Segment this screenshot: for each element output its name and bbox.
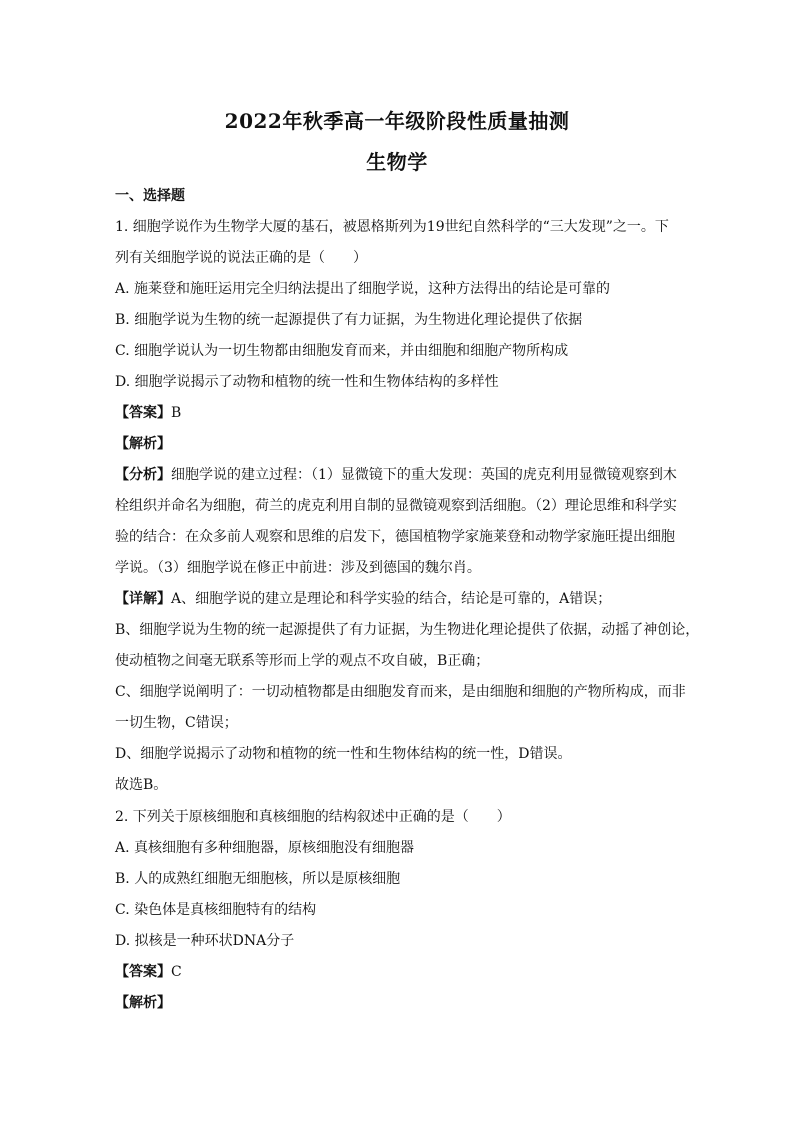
- answer-label: 【答案】: [115, 964, 171, 980]
- answer-label: 【答案】: [115, 405, 171, 421]
- q1-analysis-label: 【解析】: [115, 436, 171, 452]
- q1-xiangjie-line4: C、细胞学说阐明了：一切动植物都是由细胞发育而来，是由细胞和细胞的产物所构成，而非: [115, 684, 686, 700]
- q1-xiangjie-line1: [115, 590, 685, 608]
- q1-stem-line2: 列有关细胞学说的说法正确的是（ ）: [115, 250, 367, 266]
- q1-option-d: D. 细胞学说揭示了动物和植物的统一性和生物体结构的多样性: [115, 374, 499, 390]
- q1-fenxi-line2: 栓组织并命名为细胞，荷兰的虎克利用自制的显微镜观察到活细胞。（2）理论思维和科学实: [115, 498, 677, 514]
- q2-answer: [115, 963, 685, 981]
- q1-option-a: A. 施莱登和施旺运用完全归纳法提出了细胞学说，这种方法得出的结论是可靠的: [115, 281, 611, 297]
- section-heading: 一、选择题: [115, 188, 185, 204]
- q1-xiangjie-line6: D、细胞学说揭示了动物和植物的统一性和生物体结构的统一性，D错误。: [115, 746, 572, 762]
- fenxi-text: 细胞学说的建立过程：（1）显微镜下的重大发现：英国的虎克利用显微镜观察到木: [171, 467, 677, 483]
- subject-title: 生物学: [366, 150, 428, 174]
- q1-fenxi-line4: 学说。（3）细胞学说在修正中前进：涉及到德国的魏尔肖。: [115, 560, 481, 576]
- q2-analysis-label: 【解析】: [115, 995, 171, 1011]
- q1-stem-line1: 1. 细胞学说作为生物学大厦的基石，被恩格斯列为19世纪自然科学的“三大发现”之一。下: [115, 219, 669, 235]
- q1-xiangjie-line3: 使动植物之间毫无联系等形而上学的观点不攻自破，B正确；: [115, 653, 490, 669]
- q1-option-b: B. 细胞学说为生物的统一起源提供了有力证据，为生物进化理论提供了依据: [115, 312, 583, 328]
- q1-fenxi-line3: 验的结合：在众多前人观察和思维的启发下，德国植物学家施莱登和动物学家施旺提出细胞: [115, 529, 675, 545]
- answer-value: B: [171, 405, 182, 421]
- answer-value: C: [171, 964, 182, 980]
- q1-fenxi-line1: [115, 466, 685, 484]
- q2-option-d: D. 拟核是一种环状DNA分子: [115, 933, 295, 949]
- fenxi-label: 【分析】: [115, 467, 171, 483]
- q2-option-a: A. 真核细胞有多种细胞器，原核细胞没有细胞器: [115, 840, 415, 856]
- q2-stem: 2. 下列关于原核细胞和真核细胞的结构叙述中正确的是（ ）: [115, 809, 511, 825]
- exam-title: 2022年秋季高一年级阶段性质量抽测: [224, 109, 570, 133]
- q1-xiangjie-line5: 一切生物，C错误；: [115, 715, 238, 731]
- xiangjie-text: A、细胞学说的建立是理论和科学实验的结合，结论是可靠的，A错误；: [171, 591, 612, 607]
- q2-option-c: C. 染色体是真核细胞特有的结构: [115, 902, 317, 918]
- q2-option-b: B. 人的成熟红细胞无细胞核，所以是原核细胞: [115, 871, 401, 887]
- q1-option-c: C. 细胞学说认为一切生物都由细胞发育而来，并由细胞和细胞产物所构成: [115, 343, 569, 359]
- q1-conclusion: 故选B。: [115, 777, 168, 793]
- q1-answer: [115, 404, 685, 422]
- xiangjie-label: 【详解】: [115, 591, 171, 607]
- q1-xiangjie-line2: B、细胞学说为生物的统一起源提供了有力证据，为生物进化理论提供了依据，动摇了神创论，: [115, 622, 700, 638]
